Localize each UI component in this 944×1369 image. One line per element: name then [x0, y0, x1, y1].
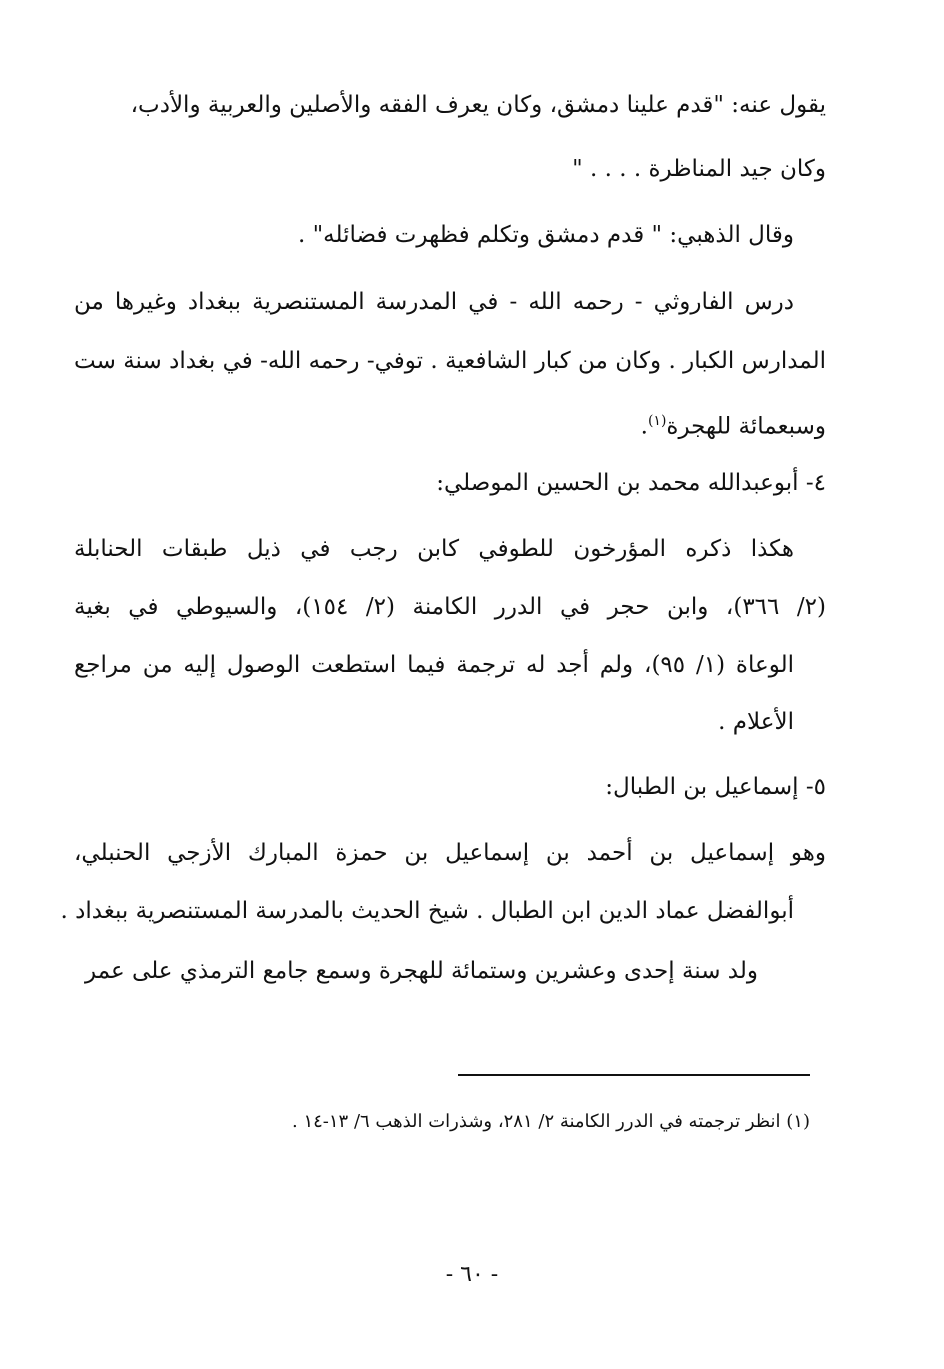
- body-line-14: أبوالفضل عماد الدين ابن الطبال . شيخ الحديث بالمدرسة المستنصرية ببغداد .: [60, 898, 794, 924]
- section-heading-4: ٤- أبوعبدالله محمد بن الحسين الموصلي:: [436, 470, 826, 496]
- footnote: (١) انظر ترجمته في الدرر الكامنة ٢/ ٢٨١، وشذرات الذهب ٦/ ١٣-١٤ .: [291, 1111, 810, 1132]
- body-line-10: الوعاة (١/ ٩٥)، ولم أجد له ترجمة فيما استطعت الوصول إليه من مراجع: [74, 652, 794, 678]
- body-line-3: وقال الذهبي: " قدم دمشق وتكلم فظهرت فضائله" .: [297, 222, 794, 248]
- body-line-6-text: وسبعمائة للهجرة: [666, 413, 826, 440]
- footnote-divider: [458, 1074, 810, 1076]
- body-line-13: وهو إسماعيل بن أحمد بن إسماعيل بن حمزة المبارك الأزجي الحنبلي،: [74, 840, 826, 866]
- footnote-ref: (١): [647, 413, 667, 429]
- body-line-5: المدارس الكبار . وكان من كبار الشافعية . توفي- رحمه الله- في بغداد سنة ست: [74, 348, 826, 374]
- page-number: - ٦٠ -: [445, 1262, 499, 1287]
- body-line-1: يقول عنه: "قدم علينا دمشق، وكان يعرف الفقه والأصلين والعربية والأدب،: [130, 92, 826, 118]
- body-line-15: ولد سنة إحدى وعشرين وستمائة للهجرة وسمع جامع الترمذي على عمر: [85, 958, 758, 984]
- body-line-6: [641, 404, 826, 444]
- section-heading-5: ٥- إسماعيل بن الطبال:: [605, 774, 826, 800]
- body-line-4: درس الفاروثي - رحمه الله - في المدرسة المستنصرية ببغداد وغيرها من: [74, 289, 794, 315]
- body-line-8: هكذا ذكره المؤرخون للطوفي كابن رجب في ذيل طبقات الحنابلة: [74, 536, 794, 562]
- body-line-11: الأعلام .: [718, 709, 794, 735]
- body-line-6-end: .: [640, 413, 648, 440]
- body-line-9: (٢/ ٣٦٦)، وابن حجر في الدرر الكامنة (٢/ ١٥٤)، والسيوطي في بغية: [74, 594, 827, 620]
- body-line-2: وكان جيد المناظرة . . . . ": [572, 156, 826, 182]
